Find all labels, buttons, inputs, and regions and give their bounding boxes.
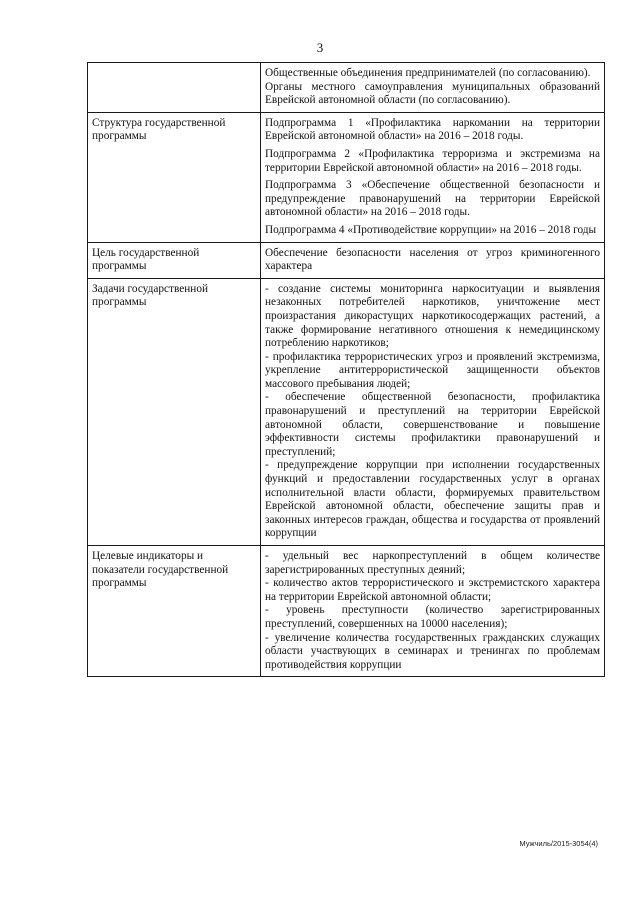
paragraph: - уровень преступности (количество зарегистрированных преступлений, совершенных на 10000 населения); [265,604,600,630]
row-label: Целевые индикаторы и показатели государственной программы [88,546,261,677]
table-row [88,242,605,278]
paragraph: - предупреждение коррупции при исполнении государственных функций и предоставлении государственных услуг в органах исполнительной власти области, формируемых правительством Еврейской автономной области, обеспечение защиты прав и законных интересов граждан, общества и государства от проявлений коррупции [265,459,600,540]
paragraph: Подпрограмма 3 «Обеспечение общественной безопасности и предупреждение правонарушений на территории Еврейской автономной области» на 2016 – 2018 годы. [265,179,600,219]
row-value [261,278,605,545]
paragraph: - профилактика террористических угроз и проявлений экстремизма, укрепление антитеррористической защищенности объектов массового пребывания людей; [265,350,600,390]
document-code: Мужчиль/2015-3054(4) [519,839,598,848]
row-value [261,546,605,677]
paragraph: Подпрограмма 2 «Профилактика терроризма и экстремизма на территории Еврейской автономной области» на 2016 – 2018 годы. [265,147,600,174]
paragraph: - удельный вес наркопреступлений в общем количестве зарегистрированных преступных деяний; [265,550,600,576]
paragraph: - количество актов террористического и экстремистского характера на территории Еврейской автономной области; [265,577,600,603]
row-value [261,242,605,278]
row-label: Цель государственной программы [88,242,261,278]
row-label [88,63,261,113]
paragraph: Подпрограмма 1 «Профилактика наркомании на территории Еврейской автономной области» на 2016 – 2018 годы. [265,116,600,143]
paragraph: Подпрограмма 4 «Противодействие коррупции» на 2016 – 2018 годы [265,223,597,236]
row-label: Структура государственной программы [88,112,261,242]
table-row [88,63,605,113]
paragraph: Органы местного самоуправления муниципальных образований Еврейской автономной области (по согласованию). [265,80,600,107]
paragraph: Общественные объединения предпринимателей (по согласованию). [265,67,591,79]
row-value [261,63,605,113]
program-passport-table [87,62,605,677]
row-value [261,112,605,242]
paragraph: - обеспечение общественной безопасности, профилактика правонарушений и преступлений на территории Еврейской автономной области, совершенствование и повышение эффективности системы профилактики правонарушений и преступлений; [265,391,600,458]
table-row [88,546,605,677]
row-label: Задачи государственной программы [88,278,261,545]
table-row [88,112,605,242]
paragraph: - увеличение количества государственных гражданских служащих области участвующих в семинарах и тренингах по проблемам противодействия коррупции [265,631,600,671]
paragraph: - создание системы мониторинга наркоситуации и выявления незаконных потребителей наркотиков, уничтожение мест произрастания дикорастущих наркотикосодержащих растений, а также формирование негативного отношения к немедицинскому потреблению наркотиков; [265,282,600,350]
table-row [88,278,605,545]
page-number: 3 [316,40,324,55]
paragraph: Обеспечение безопасности населения от угроз криминогенного характера [265,246,600,273]
